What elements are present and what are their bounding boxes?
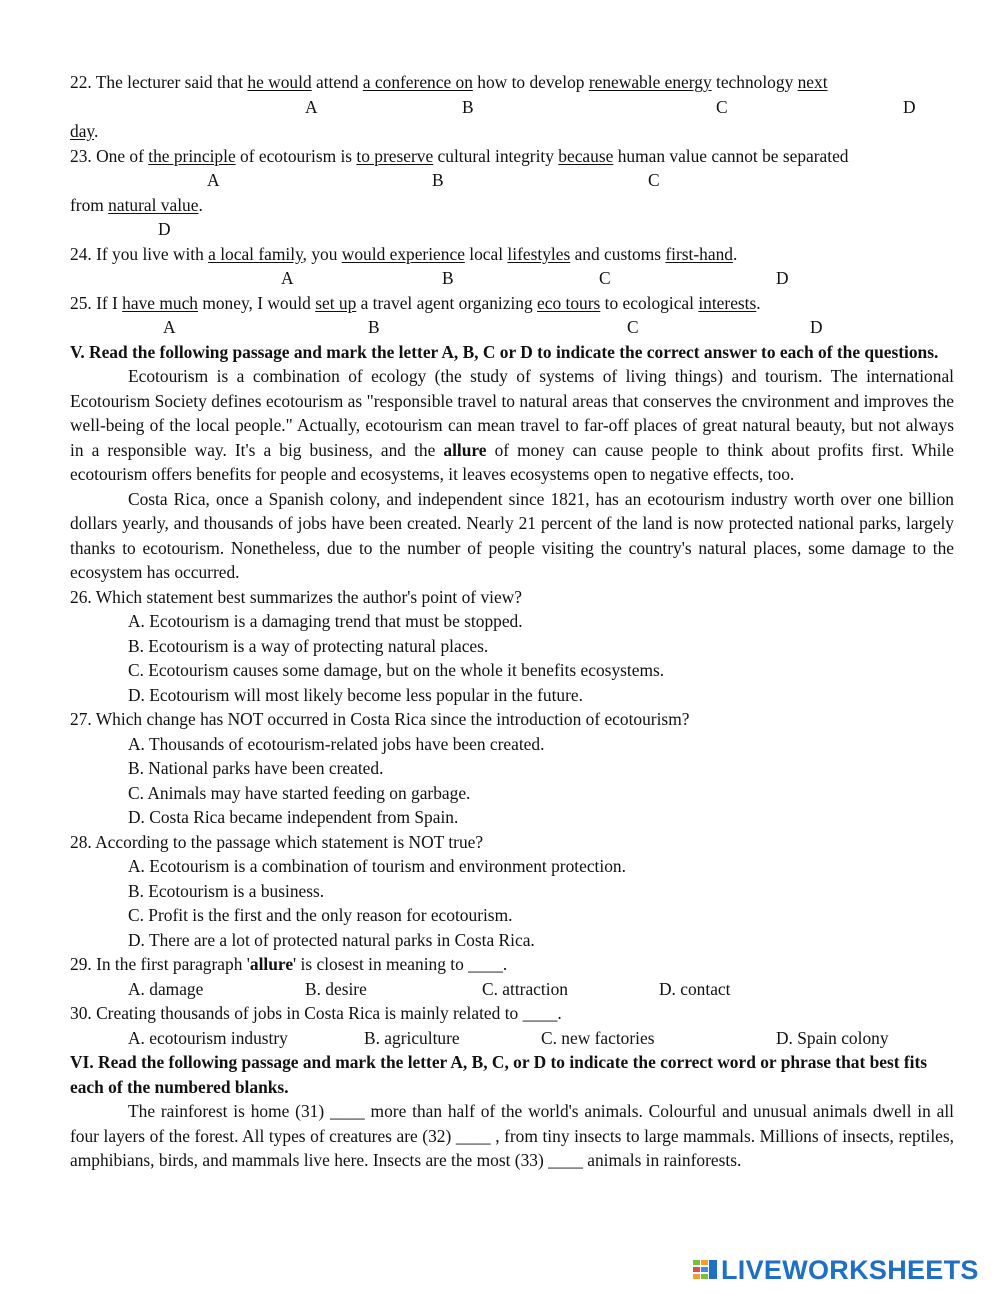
q22-underline-d: next [797, 72, 828, 92]
question-22-cont: day. [70, 121, 99, 141]
q27-option-a[interactable]: A. Thousands of ecotourism-related jobs have been created. [128, 733, 545, 754]
q22-underline-c: renewable energy [588, 72, 712, 92]
q29-option-d[interactable]: D. contact [659, 978, 731, 999]
section-6-heading: VI. Read the following passage and mark the letter A, B, C, or D to indicate the correct word or phrase that best fits each of the numbered blanks. [70, 1052, 928, 1097]
q28-option-d[interactable]: D. There are a lot of protected natural parks in Costa Rica. [128, 929, 535, 950]
q23-underline-d: natural value [108, 194, 199, 215]
q24-underline-c: lifestyles [507, 243, 571, 264]
letter-a: A [207, 170, 220, 190]
question-23: 23. One of the principle of ecotourism is to preserve cultural integrity because human value cannot be separated [70, 145, 849, 166]
letter-c: C [599, 268, 611, 288]
q27-option-b[interactable]: B. National parks have been created. [128, 758, 384, 778]
q23-underline-a: the principle [148, 145, 236, 166]
q24-underline-d: first-hand [665, 243, 733, 264]
q25-underline-c: eco tours [537, 292, 601, 313]
q27-option-d[interactable]: D. Costa Rica became independent from Spain. [128, 807, 459, 827]
passage-6-paragraph-1: The rainforest is home (31) ____ more than half of the world's animals. Colourful and unusual animals dwell in all four layers of the forest. All types of creatures are (32) ____ , from tiny insects to large mammals. Millions of insects, reptiles, amphibians, birds, and mammals live here. Insects are the most (33) ____ animals in rainforests. [70, 1101, 954, 1170]
q30-option-d[interactable]: D. Spain colony [776, 1027, 889, 1048]
q23-underline-b: to preserve [356, 145, 434, 166]
letter-c: C [648, 170, 660, 190]
q28-option-c[interactable]: C. Profit is the first and the only reason for ecotourism. [128, 905, 513, 925]
section-5-heading: V. Read the following passage and mark the letter A, B, C or D to indicate the correct answer to each of the questions. [70, 341, 939, 362]
q29-option-a[interactable]: A. damage [128, 978, 204, 999]
q22-underline-a: he would [247, 72, 312, 92]
letter-b: B [432, 170, 444, 190]
question-22: 22. The lecturer said that he would attend a conference on how to develop renewable energy technology next [70, 72, 828, 92]
q22-underline-b: a conference on [362, 72, 473, 92]
letter-c: C [716, 96, 728, 117]
q24-underline-a: a local family [208, 243, 303, 264]
liveworksheets-logo-icon [692, 1257, 718, 1283]
question-30-stem: 30. Creating thousands of jobs in Costa Rica is mainly related to ____. [70, 1003, 562, 1023]
question-24: 24. If you live with a local family, you would experience local lifestyles and customs first-hand. [70, 243, 738, 264]
q30-option-c[interactable]: C. new factories [541, 1027, 655, 1048]
q26-option-c[interactable]: C. Ecotourism causes some damage, but on the whole it benefits ecosystems. [128, 660, 665, 680]
q29-option-b[interactable]: B. desire [305, 978, 367, 999]
question-23-cont: from natural value. [70, 194, 203, 215]
letter-b: B [462, 96, 474, 117]
letter-a: A [305, 96, 318, 117]
letter-d: D [903, 96, 916, 117]
q29-options [70, 977, 954, 1002]
q23-letter-d-row [70, 217, 954, 242]
letter-d: D [810, 317, 823, 337]
q25-underline-b: set up [315, 292, 357, 313]
q24-letters [70, 266, 954, 291]
question-26-stem: 26. Which statement best summarizes the author's point of view? [70, 586, 522, 607]
q30-options [70, 1026, 954, 1051]
question-29-stem: 29. In the first paragraph 'allure' is closest in meaning to ____. [70, 954, 508, 974]
letter-a: A [281, 268, 294, 288]
liveworksheets-logo-text: LIVEWORKSHEETS [721, 1254, 979, 1285]
question-28-stem: 28. According to the passage which statement is NOT true? [70, 831, 484, 852]
passage-5-paragraph-1: Ecotourism is a combination of ecology (the study of systems of living things) and tourism. The international Ecotourism Society defines ecotourism as "responsible travel to natural areas that conserves the cnvironment and improves the well-being of the local people." Actually, ecotourism can mean travel to far-off places of great natural beauty, but not always in a responsible way. It's a big business, and the allure of money can cause people to think about profits first. While ecotourism offers benefits for people and ecosystems, it leaves ecosystems open to negative effects, too. [70, 366, 954, 484]
letter-d: D [776, 268, 789, 288]
q26-option-a[interactable]: A. Ecotourism is a damaging trend that must be stopped. [128, 611, 523, 631]
liveworksheets-logo [692, 1255, 979, 1285]
q26-option-d[interactable]: D. Ecotourism will most likely become less popular in the future. [128, 684, 583, 705]
q25-letters [70, 315, 954, 340]
q23-underline-c: because [558, 145, 614, 166]
q22-letters [70, 95, 954, 120]
q27-option-c[interactable]: C. Animals may have started feeding on garbage. [128, 782, 471, 803]
letter-a: A [163, 317, 176, 337]
q30-option-a[interactable]: A. ecotourism industry [128, 1027, 288, 1048]
letter-b: B [368, 317, 380, 337]
q22-number: 22. [70, 72, 92, 92]
q25-underline-d: interests [698, 292, 757, 313]
letter-c: C [627, 317, 639, 337]
letter-d: D [158, 219, 171, 239]
worksheet-page [70, 70, 954, 1173]
q30-option-b[interactable]: B. agriculture [364, 1027, 460, 1048]
q28-option-a[interactable]: A. Ecotourism is a combination of tourism and environment protection. [128, 856, 626, 876]
q28-option-b[interactable]: B. Ecotourism is a business. [128, 880, 325, 901]
passage-5-paragraph-2: Costa Rica, once a Spanish colony, and independent since 1821, has an ecotourism industry worth over one billion dollars yearly, and thousands of jobs have been created. Nearly 21 percent of the land is now protected national parks, largely thanks to ecotourism. Nonetheless, due to the number of people visiting the country's natural places, some damage to the ecosystem has occurred. [70, 488, 954, 582]
q29-option-c[interactable]: C. attraction [482, 978, 568, 999]
q26-option-b[interactable]: B. Ecotourism is a way of protecting natural places. [128, 635, 489, 656]
q25-underline-a: have much [122, 292, 198, 313]
question-27-stem: 27. Which change has NOT occurred in Costa Rica since the introduction of ecotourism? [70, 709, 690, 729]
letter-b: B [442, 268, 454, 288]
question-25: 25. If I have much money, I would set up a travel agent organizing eco tours to ecological interests. [70, 292, 761, 313]
q23-letters [70, 168, 954, 193]
q24-underline-b: would experience [341, 243, 465, 264]
